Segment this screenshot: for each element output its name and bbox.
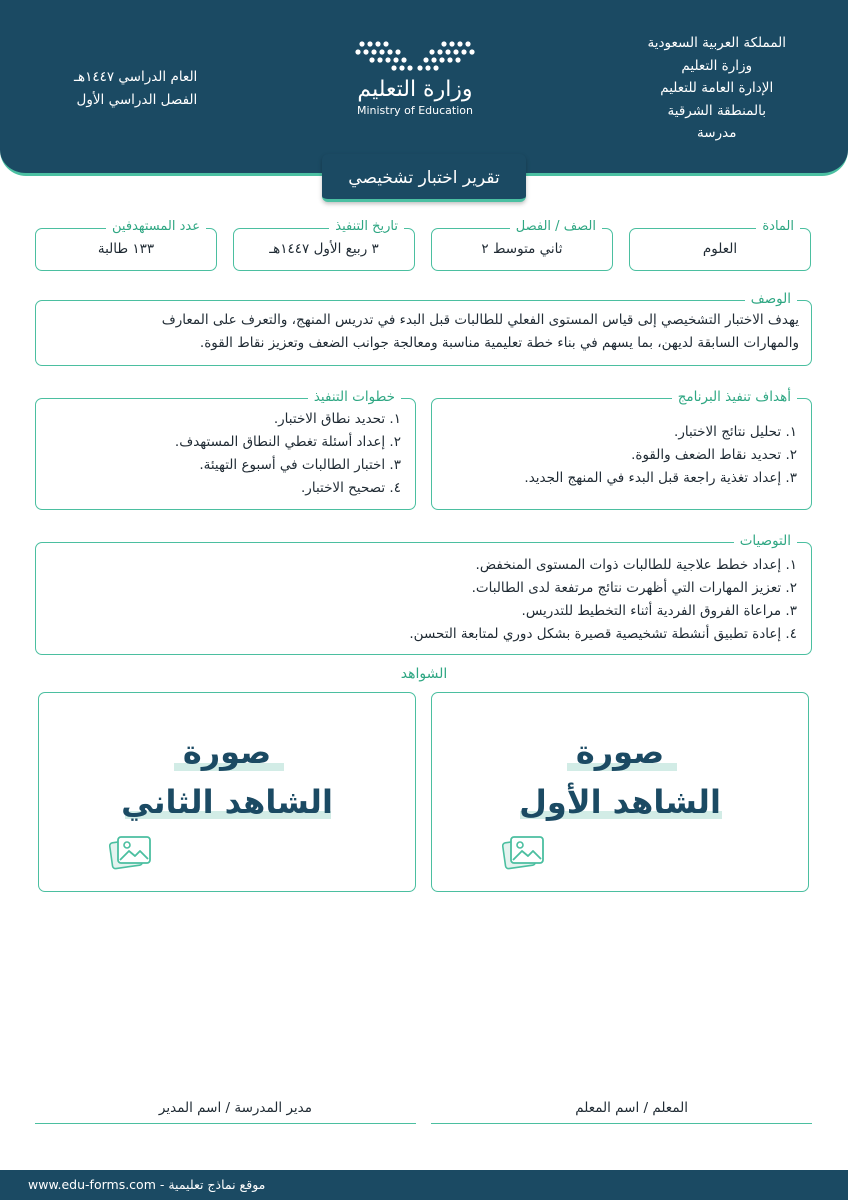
description-line: يهدف الاختبار التشخيصي إلى قياس المستوى الفعلي للطالبات قبل البدء في تدريس المنهج، والتعرف على المعارف [161,312,799,328]
evidence-first-line1: صورة [575,733,665,771]
steps-list [36,399,415,500]
header-region: بالمنطقة الشرقية [667,102,766,119]
list-item: ٣. اختبار الطالبات في أسبوع التهيئة. [199,457,401,473]
header-term-info [74,66,197,111]
list-item: ٤. إعادة تطبيق أنشطة تشخيصية قصيرة بشكل دوري لمتابعة التحسن. [409,626,797,642]
description-section[interactable] [35,291,812,366]
recommendations-section[interactable] [35,533,812,655]
recommendations-label: التوصيات [734,532,797,550]
list-item: ٢. تعزيز المهارات التي أظهرت نتائج مرتفعة لدى الطالبات. [471,580,797,596]
list-item: ٢. إعداد أسئلة تغطي النطاق المستهدف. [174,434,401,450]
page-header [0,0,848,176]
goals-list [432,399,811,490]
report-title: تقرير اختبار تشخيصي [322,154,526,202]
list-item: ١. إعداد خطط علاجية للطالبات ذوات المستوى المنخفض. [475,557,797,573]
image-icon [502,833,546,871]
teacher-signature-line[interactable] [431,1123,812,1124]
grade-label: الصف / الفصل [510,219,602,235]
page-footer [0,1170,848,1200]
principal-signature-line[interactable] [35,1123,416,1124]
header-school: مدرسة [697,125,737,141]
grade-field[interactable] [431,219,613,271]
list-item: ١. تحليل نتائج الاختبار. [674,424,797,440]
subject-field[interactable] [629,219,811,271]
evidence-second-line2: الشاهد الثاني [121,783,333,821]
target-count-value: ١٣٣ طالبة [97,241,155,257]
list-item: ١. تحديد نطاق الاختبار. [273,411,401,427]
evidence-first-line2: الشاهد الأول [519,783,721,821]
header-directorate: الإدارة العامة للتعليم [660,80,774,96]
goals-label: أهداف تنفيذ البرنامج [672,388,797,406]
subject-label: المادة [756,219,800,235]
date-field[interactable] [233,219,415,271]
steps-section[interactable] [35,389,416,510]
ministry-logo [340,38,490,118]
evidence-second-line1: صورة [182,733,272,771]
footer-link[interactable]: www.edu-forms.com - موقع نماذج تعليمية [28,1177,266,1192]
teacher-signature-label: المعلم / اسم المعلم [575,1100,688,1116]
header-academic-year: العام الدراسي ١٤٤٧هـ [74,69,198,85]
description-line: والمهارات السابقة لديهن، بما يسهم في بناء خطة تعليمية مناسبة ومعالجة جوانب الضعف وتعزيز نقاط القوة. [199,335,799,351]
header-semester: الفصل الدراسي الأول [76,91,198,108]
logo-arabic-text: وزارة التعليم [357,77,473,102]
grade-value: ثاني متوسط ٢ [481,241,563,257]
date-label: تاريخ التنفيذ [329,219,404,235]
logo-english-text: Ministry of Education [356,104,473,117]
evidence-title: الشواهد [400,666,448,682]
evidence-first-box[interactable] [431,692,809,892]
list-item: ٤. تصحيح الاختبار. [301,480,401,496]
description-label: الوصف [745,290,797,308]
principal-signature-label: مدير المدرسة / اسم المدير [158,1100,312,1116]
evidence-second-box[interactable] [38,692,416,892]
logo-dots-icon [350,38,480,72]
recommendations-list [36,543,811,646]
header-org-info [647,32,786,145]
description-text [36,301,811,355]
header-country: المملكة العربية السعودية [647,35,786,51]
list-item: ٣. إعداد تغذية راجعة قبل البدء في المنهج الجديد. [524,470,797,486]
steps-label: خطوات التنفيذ [308,388,401,406]
target-count-field[interactable] [35,219,217,271]
subject-value: العلوم [702,241,738,257]
header-ministry: وزارة التعليم [681,57,753,74]
date-value: ٣ ربيع الأول ١٤٤٧هـ [269,241,379,257]
goals-section[interactable] [431,389,812,510]
list-item: ٢. تحديد نقاط الضعف والقوة. [631,447,797,463]
target-count-label: عدد المستهدفين [106,219,206,235]
image-icon [109,833,153,871]
list-item: ٣. مراعاة الفروق الفردية أثناء التخطيط للتدريس. [521,603,797,619]
